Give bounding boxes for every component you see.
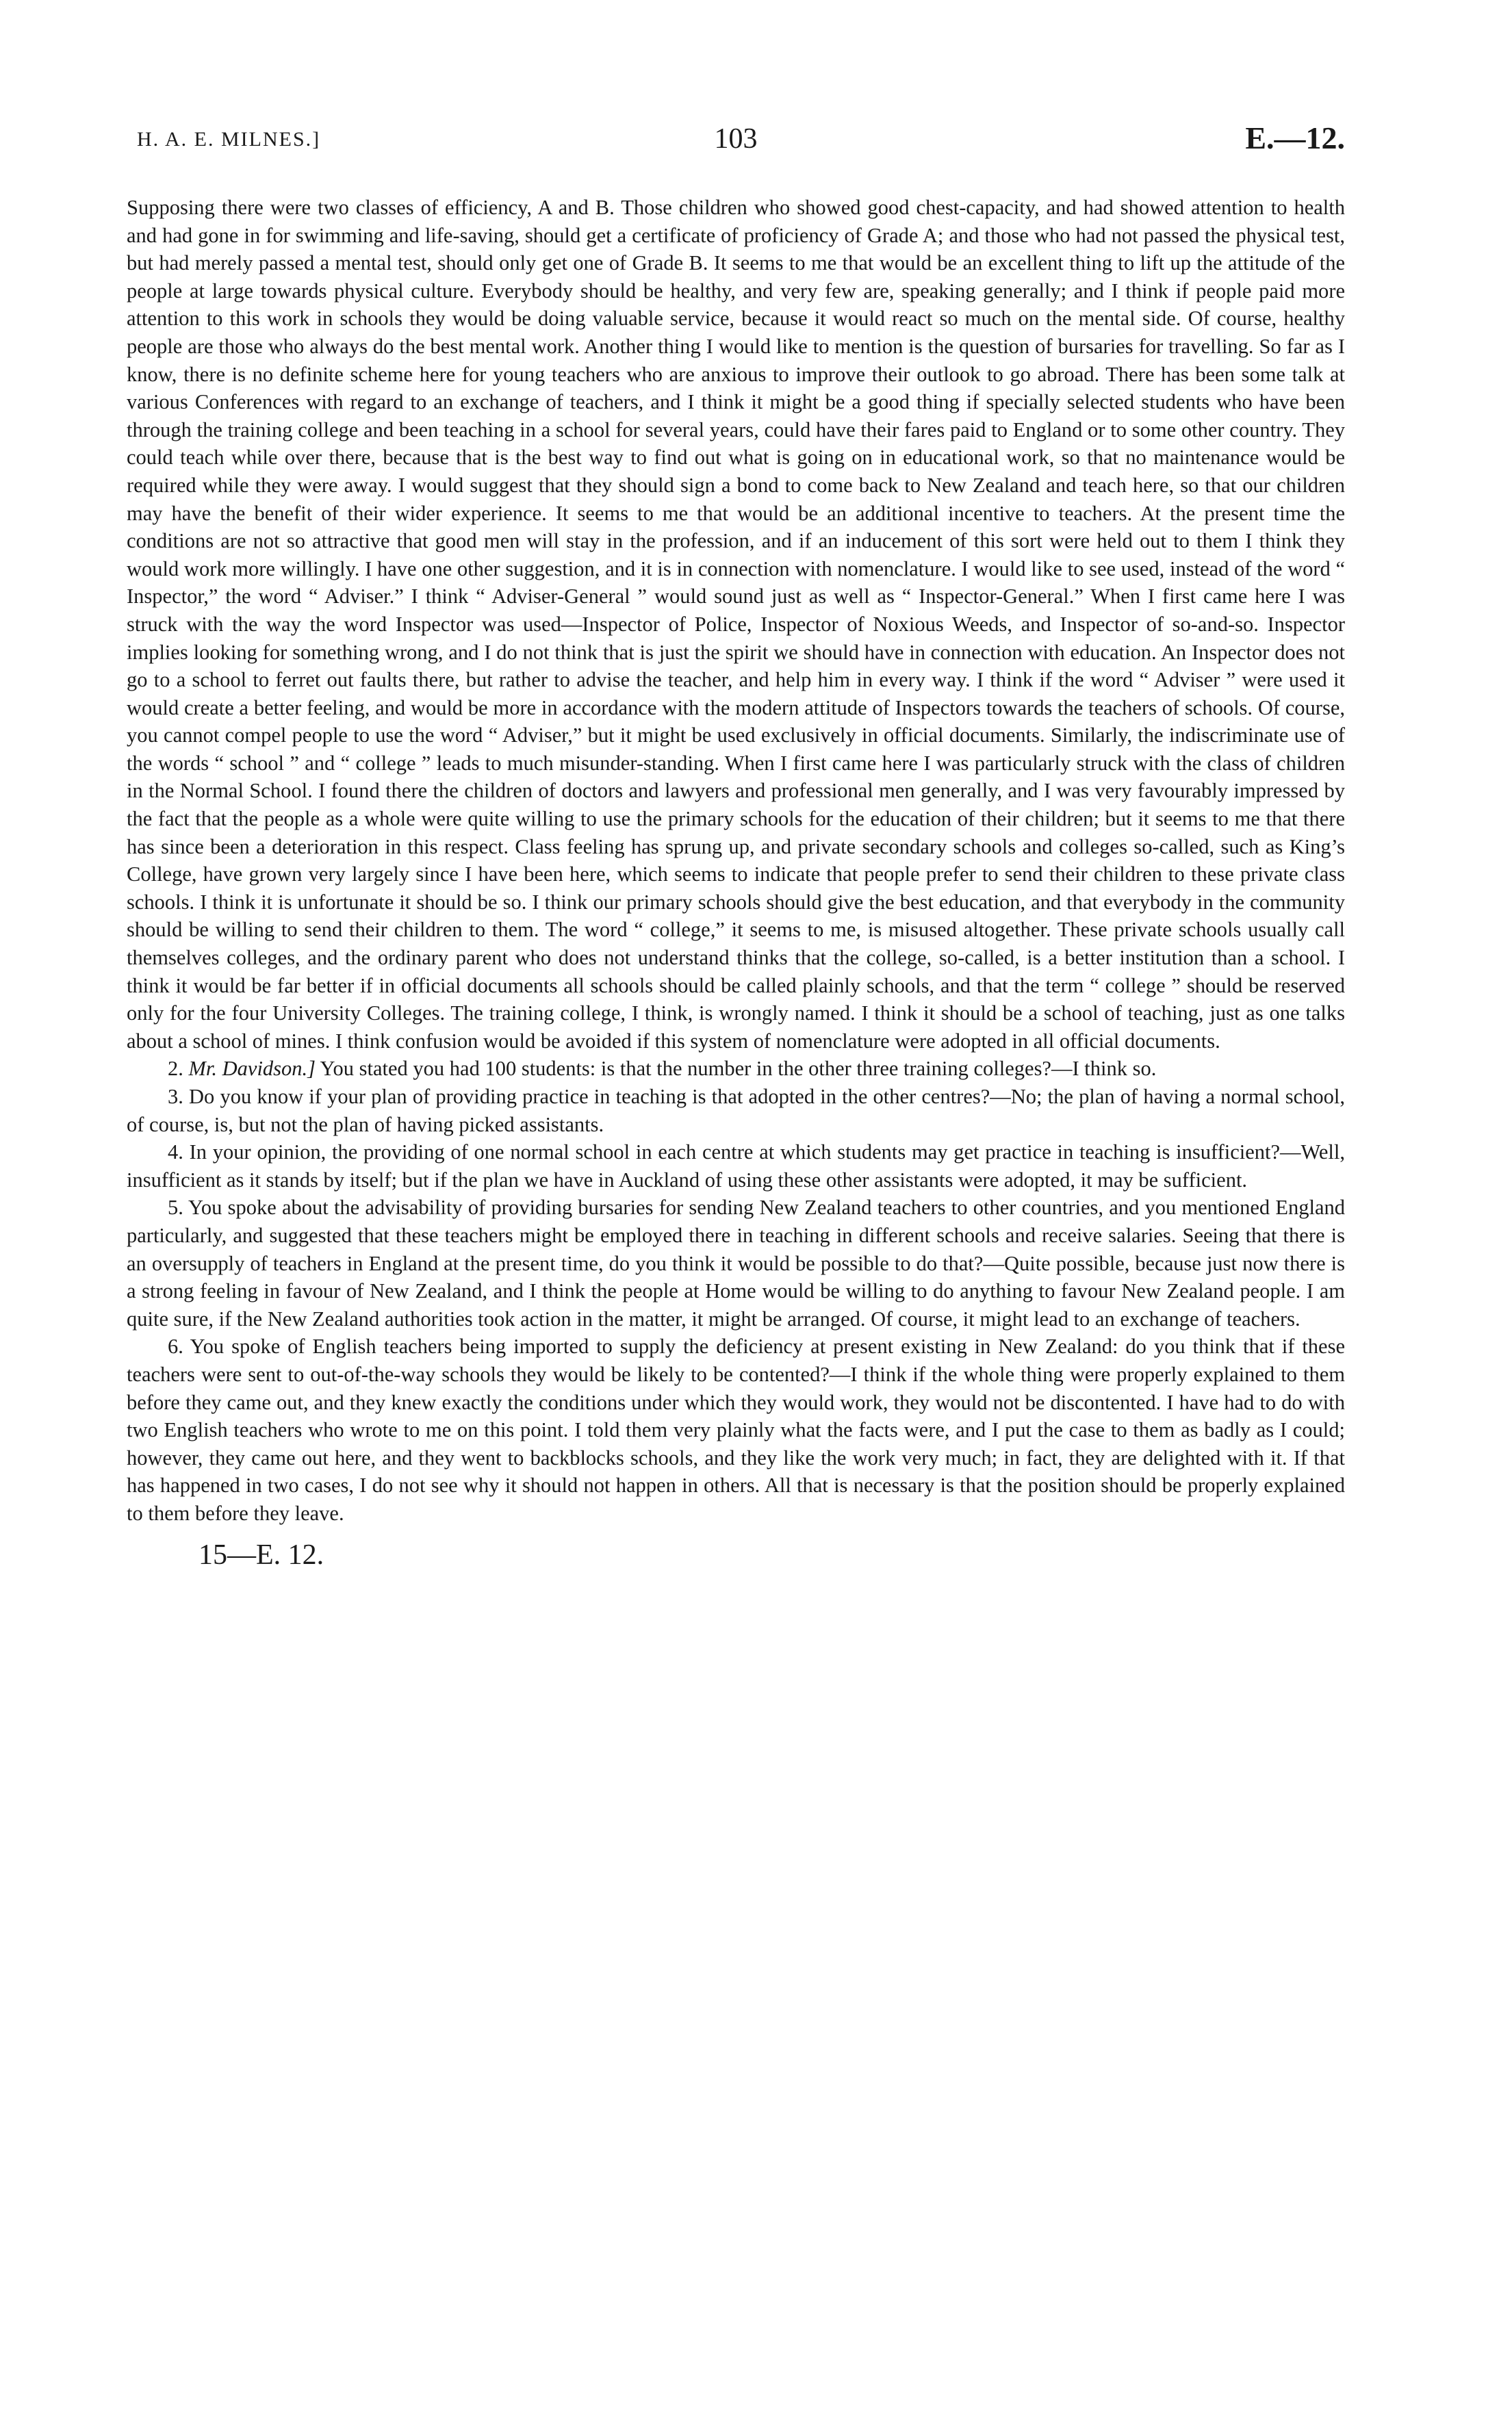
question-number: 2.	[168, 1057, 183, 1081]
question-text: Do you know if your plan of providing practice in teaching is that adopted in the other centres?—No; the plan of having a normal school, of course, is, but not the plan of having picked assistants.	[127, 1085, 1345, 1136]
paragraph-text: Supposing there were two classes of efficiency, A and B. Those children who showed good chest-capacity, and had showed attention to health and had gone in for swimming and life-saving, should get a certificate of proficiency of Grade A; and those who had not passed the physical test, but had merely passed a mental test, should only get one of Grade B. It seems to me that would be an excellent thing to lift up the attitude of the people at large towards physical culture. Everybody should be healthy, and very few are, speaking generally; and I think if people paid more attention to this work in schools they would be doing valuable service, because it would react so much on the mental side. Of course, healthy people are those who always do the best mental work. Another thing I would like to mention is the question of bursaries for travelling. So far as I know, there is no definite scheme here for young teachers who are anxious to improve their outlook to go abroad. There has been some talk at various Conferences with regard to an exchange of teachers, and I think it might be a good thing if specially selected students who have been through the training college and been teaching in a school for several years, could have their fares paid to England or to some other country. They could teach while over there, because that is the best way to find out what is going on in educational work, so that no maintenance would be required while they were away. I would suggest that they should sign a bond to come back to New Zealand and teach here, so that our children may have the benefit of their wider experience. It seems to me that would be an additional incentive to teachers. At the present time the conditions are not so attractive that good men will stay in the profession, and if an inducement of this sort were held out to them I think they would work more willingly. I have one other suggestion, and it is in connection with nomenclature. I would like to see used, instead of the word “ Inspector,” the word “ Adviser.” I think “ Adviser-General ” would sound just as well as “ Inspector-General.” When I first came here I was struck with the way the word Inspector was used—Inspector of Police, Inspector of Noxious Weeds, and Inspector of so-and-so. Inspector implies looking for something wrong, and I do not think that is just the spirit we should have in connection with education. An Inspector does not go to a school to ferret out faults there, but rather to advise the teacher, and help him in every way. I think if the word “ Adviser ” were used it would create a better feeling, and would be more in accordance with the modern attitude of Inspectors towards the teachers of schools. Of course, you cannot compel people to use the word “ Adviser,” but it might be used exclusively in official documents. Similarly, the indiscriminate use of the words “ school ” and “ college ” leads to much misunder-standing. When I first came here I was particularly struck with the class of children in the Normal School. I found there the children of doctors and lawyers and professional men generally, and I was very favourably impressed by the fact that the people as a whole were quite willing to use the primary schools for the education of their children; but it seems to me that there has since been a deterioration in this respect. Class feeling has sprung up, and private secondary schools and colleges so-called, such as King’s College, have grown very largely since I have been here, which seems to indicate that people prefer to send their children to these private class schools. I think it is unfortunate it should be so. I think our primary schools should give the best education, and that everybody in the community should be willing to send their children to them. The word “ college,” it seems to me, is misused altogether. These private schools usually call themselves colleges, and the ordinary parent who does not understand thinks that the college, so-called, is a better institution than a school. I think it would be far better if in official documents all schools should be called plainly schools, and that the term “ college ” should be reserved only for the four University Colleges. The training college, I think, is wrongly named. I think it should be a school of teaching, just as one talks about a school of mines. I think confusion would be avoided if this system of nomenclature were adopted in all official documents.	[127, 196, 1345, 1053]
question-number: 4.	[168, 1140, 183, 1164]
question-text: You spoke of English teachers being imported to supply the deficiency at present existing in New Zealand: do you think that if these teachers were sent to out-of-the-way schools they would be likely to be contented?—I think if the whole thing were properly explained to them before they came out, and they knew exactly the conditions under which they would work, they would not be discontented. I have had to do with two English teachers who wrote to me on this point. I told them very plainly what the facts were, and I put the case to them as badly as I could; however, they came out here, and they went to backblocks schools, and they like the work very much; in fact, they are delighted with it. If that has happened in two cases, I do not see why it should not happen in others. All that is necessary is that the position should be properly explained to them before they leave.	[127, 1335, 1345, 1525]
question-6	[127, 1333, 1345, 1527]
page-number: 103	[714, 123, 758, 155]
question-text: In your opinion, the providing of one normal school in each centre at which students may get practice in teaching is insufficient?—Well, insufficient as it stands by itself; but if the plan we have in Auckland of using these other assistants were adopted, it may be sufficient.	[127, 1140, 1346, 1192]
page-header	[127, 120, 1345, 175]
document-code: E.—12.	[1245, 120, 1345, 155]
document-body	[127, 194, 1345, 1528]
question-text: You stated you had 100 students: is that the number in the other three training colleges?—I think so.	[320, 1057, 1157, 1081]
question-number: 3.	[168, 1085, 183, 1108]
question-2	[127, 1055, 1345, 1083]
question-number: 5.	[168, 1196, 183, 1220]
witness-name: H. A. E. MILNES.]	[137, 128, 321, 151]
question-3	[127, 1083, 1345, 1138]
speaker-name: Mr. Davidson.]	[188, 1057, 316, 1081]
page-signature: 15—E. 12.	[198, 1539, 324, 1571]
question-number: 6.	[168, 1335, 183, 1359]
document-page	[127, 120, 1345, 1571]
question-4	[127, 1138, 1345, 1194]
paragraph-1	[127, 194, 1345, 1055]
question-5	[127, 1194, 1345, 1333]
question-text: You spoke about the advisability of providing bursaries for sending New Zealand teachers to other countries, and you mentioned England particularly, and suggested that these teachers might be employed there in teaching in different schools and receive salaries. Seeing that there is an oversupply of teachers in England at the present time, do you think it would be possible to do that?—Quite possible, because just now there is a strong feeling in favour of New Zealand, and I think the people at Home would be willing to do anything to favour New Zealand people. I am quite sure, if the New Zealand authorities took action in the matter, it might be arranged. Of course, it might lead to an exchange of teachers.	[127, 1196, 1346, 1331]
